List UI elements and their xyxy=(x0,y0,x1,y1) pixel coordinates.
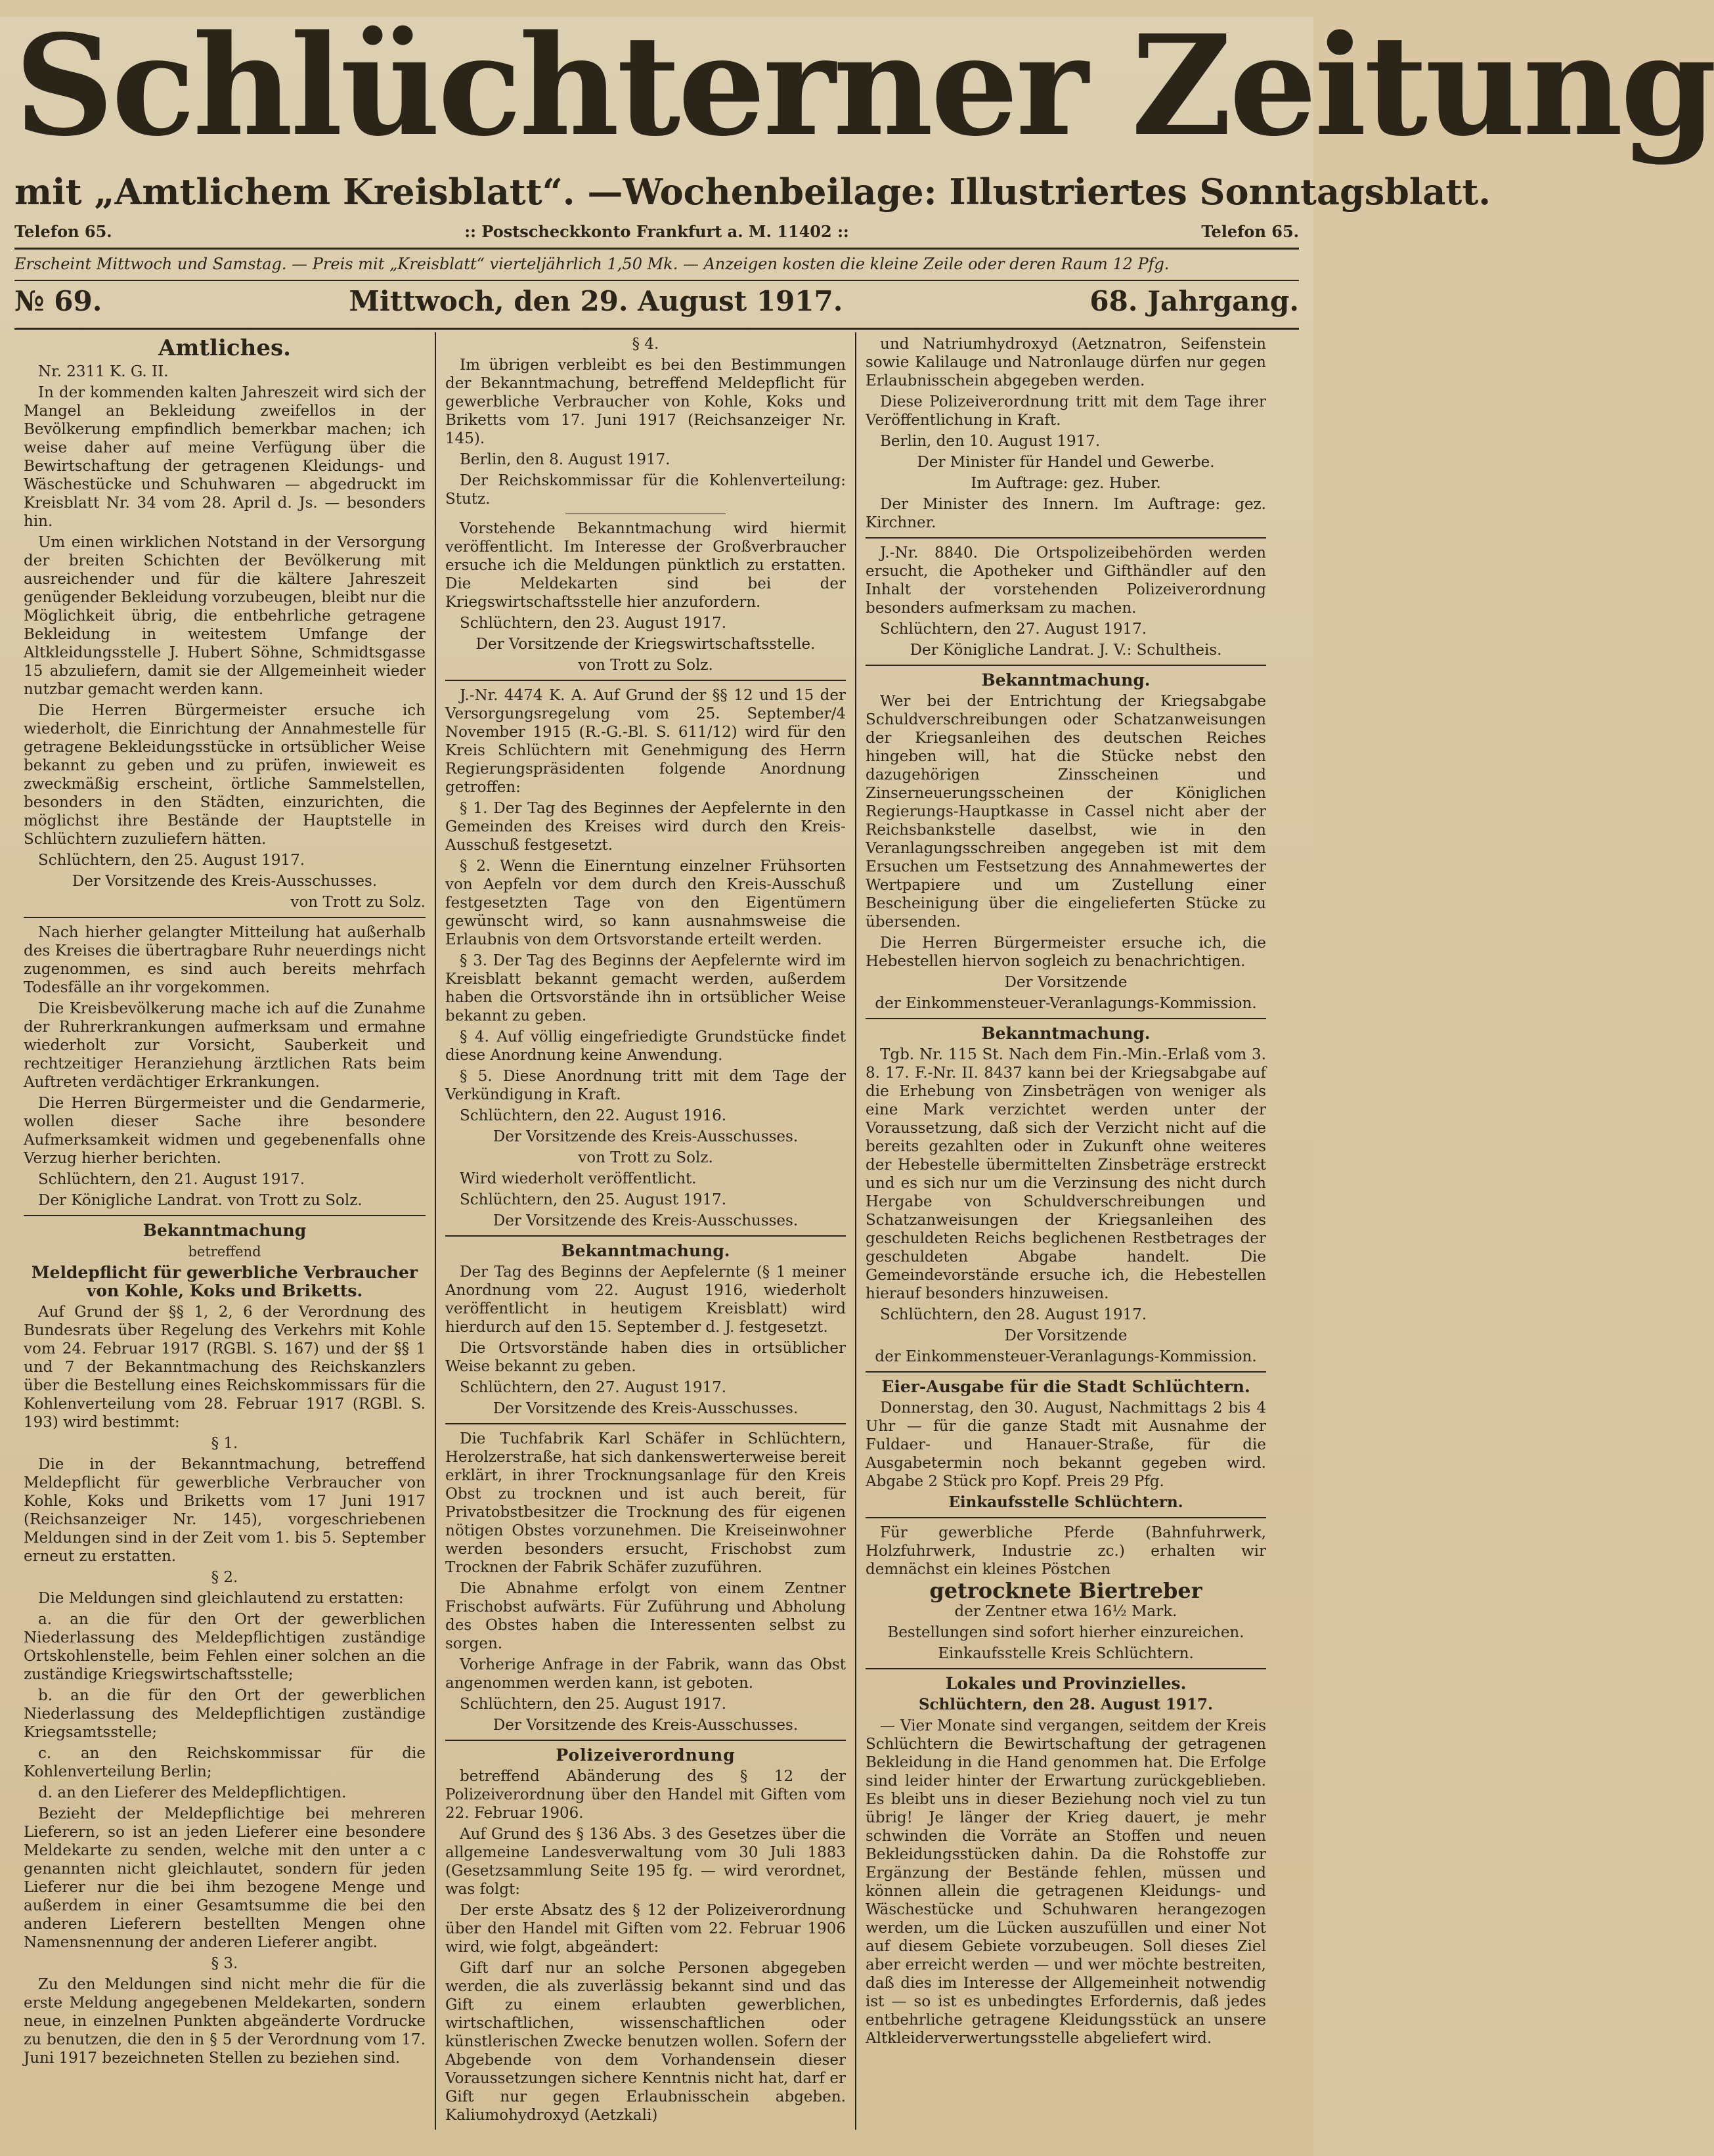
issue-number: № 69. xyxy=(14,285,102,317)
signature: Der Vorsitzende des Kreis-Ausschusses. xyxy=(493,1717,799,1734)
paragraph: betreffend Abänderung des § 12 der Polizeiverordnung über den Handel mit Giften vom 22. Februar 1906. xyxy=(445,1768,846,1822)
column-1 xyxy=(14,332,435,2130)
paragraph: Vorstehende Bekanntmachung wird hiermit veröffentlicht. Im Interesse der Großverbraucher ersuche ich die Meldungen pünktlich zu erstatten. Die Meldekarten sind bei der Kriegswirtschaftsstelle hier anzufordern. xyxy=(445,520,846,611)
divider xyxy=(866,1371,1266,1373)
divider xyxy=(445,1423,846,1424)
paragraph: Donnerstag, den 30. August, Nachmittags 2 bis 4 Uhr — für die ganze Stadt mit Ausnahme der Fuldaer- und Hanauer-Straße, für die Ausgabetermin noch bekannt gegeben wird. Abgabe 2 Stück pro Kopf. Preis 29 Pfg. xyxy=(866,1399,1266,1490)
paragraph: Wer bei der Entrichtung der Kriegsabgabe Schuldverschreibungen oder Schatzanweisungen der Kriegsanleihen des deutschen Reiches hingeben will, hat die Stücke nebst den dazugehörigen Zinsscheinen und Zinserneuerungsscheinen der Königlichen Regierungs-Hauptkasse in Cassel nicht aber der Reichsbankstelle daselbst, wie in den Veranlagungsschreiben angegeben ist mit dem Ersuchen um Festsetzung des Annahmewertes der Wertpapiere und um Zustellung einer Bescheinigung über die eingelieferten Stücke zu übersenden. xyxy=(866,693,1266,931)
divider xyxy=(24,1215,426,1216)
subtitle-right: Wochenbeilage: Illustriertes Sonntagsblatt. xyxy=(623,171,1491,213)
divider xyxy=(445,1235,846,1237)
masthead-subline xyxy=(14,171,1491,213)
subtitle-left: mit „Amtlichem Kreisblatt“. — xyxy=(14,171,623,213)
signature: Der Königliche Landrat. J. V.: Schultheis. xyxy=(910,642,1222,659)
list-item: b. an die für den Ort der gewerblichen Niederlassung des Meldepflichtigen zuständige Kriegsamtsstelle; xyxy=(24,1687,426,1741)
paragraph: Für gewerbliche Pferde (Bahnfuhrwerk, Holzfuhrwerk, Industrie zc.) erhalten wir demnächst ein kleines Pöstchen xyxy=(866,1524,1266,1578)
notice-heading: Bekanntmachung. xyxy=(981,671,1151,690)
signature-name: von Trott zu Solz. xyxy=(578,1149,713,1166)
dateline-text: Schlüchtern, den 23. August 1917. xyxy=(460,615,727,632)
signature-name: von Trott zu Solz. xyxy=(290,894,426,911)
divider xyxy=(866,665,1266,666)
paragraph: Der erste Absatz des § 12 der Polizeiverordnung über den Handel mit Giften vom 22. Februar 1906 wird, wie folgt, abgeändert: xyxy=(445,1902,846,1956)
column-2 xyxy=(435,332,855,2130)
dateline-text: Schlüchtern, den 25. August 1917. xyxy=(460,1191,727,1208)
signature: Der Vorsitzende des Kreis-Ausschusses. xyxy=(72,873,378,890)
paragraph: Die Herren Bürgermeister ersuche ich, die Hebestellen hiervon sogleich zu benachrichtigen. xyxy=(866,935,1266,970)
notice-heading: Bekanntmachung. xyxy=(981,1024,1151,1043)
section-mark: § 2. xyxy=(211,1569,238,1586)
signature: der Einkommensteuer-Veranlagungs-Kommission. xyxy=(875,1348,1257,1365)
dateline-text: Schlüchtern, den 22. August 1916. xyxy=(460,1107,727,1124)
columns xyxy=(14,332,1299,2130)
dateline-text: Berlin, den 8. August 1917. xyxy=(460,451,670,468)
signature: Der Vorsitzende der Kriegswirtschaftsstelle. xyxy=(475,636,816,653)
signature: Der Vorsitzende des Kreis-Ausschusses. xyxy=(493,1128,799,1145)
dateline-text: Berlin, den 10. August 1917. xyxy=(880,433,1101,450)
masthead-title: Schlüchterner Zeitung xyxy=(14,5,1714,167)
ad-price: der Zentner etwa 16½ Mark. xyxy=(954,1603,1177,1620)
paragraph: Der Tag des Beginns der Aepfelernte (§ 1 meiner Anordnung vom 22. August 1916, wiederholt veröffentlicht in heutigem Kreisblatt) wird hierdurch auf den 15. September d. J. festgesetzt. xyxy=(445,1264,846,1336)
paragraph: Um einen wirklichen Notstand in der Versorgung der breiten Schichten der Bevölkerung mit ausreichender und für die kältere Jahreszeit genügender Bekleidung vorzubeugen, bleibt nur die Möglichkeit übrig, die entbehrliche getragene Bekleidung in weitestem Umfange der Altkleidungsstelle J. Hubert Söhne, Schmidtsgasse 15 abzuliefern, damit sie der Allgemeinheit wieder nutzbar gemacht werden kann. xyxy=(24,534,426,698)
paragraph: In der kommenden kalten Jahreszeit wird sich der Mangel an Bekleidung zweifellos in der Bevölkerung empfindlich bemerkbar machen; ich weise daher auf meine Verfügung über die Bewirtschaftung der getragenen Kleidungs- und Wäschestücke und Schuhwaren — abgedruckt im Kreisblatt Nr. 34 vom 28. April d. Js. — besonders hin. xyxy=(24,384,426,530)
paragraph: Gift darf nur an solche Personen abgegeben werden, die als zuverlässig bekannt sind und das Gift zu einem erlaubten gewerblichen, wirtschaftlichen, wissenschaftlichen oder künstlerischen Zwecke benutzen wollen. Sofern der Abgebende von dem Vorhandensein dieser Voraussetzungen sichere Kenntnis nicht hat, darf er Gift nur gegen Erlaubnisschein abgeben. Kaliumohydroxyd (Aetzkali) xyxy=(445,1960,846,2124)
volume-year: 68. Jahrgang. xyxy=(1089,285,1299,317)
paragraph: § 4. Auf völlig eingefriedigte Grundstücke findet diese Anordnung keine Anwendung. xyxy=(445,1028,846,1064)
paragraph: Die Herren Bürgermeister und die Gendarmerie, wollen dieser Sache ihre besondere Aufmerksamkeit widmen und gegebenenfalls ohne Verzug hierher berichten. xyxy=(24,1095,426,1167)
paragraph: Die Tuchfabrik Karl Schäfer in Schlüchtern, Herolzerstraße, hat sich dankenswerterweise bereit erklärt, in ihrer Trocknungsanlage für den Kreis Obst zu trocknen und ist auch bereit, für Privatobstbesitzer die Trocknung des für eigenen nötigen Obstes vorzunehmen. Die Kreiseinwohner werden besonders ersucht, Frischobst zum Trocknen der Fabrik Schäfer zuzuführen. xyxy=(445,1430,846,1576)
dateline-text: Schlüchtern, den 25. August 1917. xyxy=(38,852,305,869)
paragraph: Auf Grund der §§ 1, 2, 6 der Verordnung des Bundesrats über Regelung des Verkehrs mit Kohle vom 24. Februar 1917 (RGBl. S. 167) und der §§ 1 und 7 der Bekanntmachung des Reichskanzlers über die Bestellung eines Reichskommissars für die Kohlenverteilung vom 28. Februar 1917 (RGBl. S. 193) wird bestimmt: xyxy=(24,1304,426,1431)
paragraph: Tgb. Nr. 115 St. Nach dem Fin.-Min.-Erlaß vom 3. 8. 17. F.-Nr. II. 8437 kann bei der Kriegsabgabe auf die Erhebung von Zinsbeträgen von weniger als eine Mark verzichtet werden unter der Voraussetzung, daß sich der Verzicht nicht auf die bereits gezahlten oder in Zukunft ohne weiteres der Hebestelle übermittelten Zinsbeträge erstreckt und es sich nur um die Verzinsung des nicht durch Hergabe von Schuldverschreibungen und Schatzanweisungen der Kriegsanleihen des geschuldeten Reichs beglichenen Restbetrages der geschuldeten Abgabe handelt. Die Gemeindevorstände ersuche ich, die Hebestellen hierauf besonders hinzuweisen. xyxy=(866,1046,1266,1302)
divider xyxy=(445,680,846,681)
paragraph: Die Ortsvorstände haben dies in ortsüblicher Weise bekannt zu geben. xyxy=(445,1340,846,1375)
divider xyxy=(866,1517,1266,1518)
signature: Der Vorsitzende xyxy=(1004,974,1128,991)
signature: Der Vorsitzende xyxy=(1004,1327,1128,1344)
column-3 xyxy=(855,332,1275,2130)
dateline-text: Schlüchtern, den 27. August 1917. xyxy=(460,1379,727,1396)
signature: Der Vorsitzende des Kreis-Ausschusses. xyxy=(493,1400,799,1417)
paragraph: — Vier Monate sind vergangen, seitdem der Kreis Schlüchtern die Bewirtschaftung der getragenen Bekleidung in die Hand genommen hat. Die Erfolge sind leider hinter der Erwartung zurückgeblieben. Es bleibt uns in dieser Beziehung noch viel zu tun übrig! Je länger der Krieg dauert, je mehr schwinden die Vorräte an Stoffen und neuen Bekleidungsstücken dahin. Da die Rohstoffe zur Ergänzung der Bestände fehlen, müssen und können allein die getragenen Kleidungs- und Wäschestücke und Schuhwaren herangezogen werden, um die Lücken auszufüllen und einer Not auf diesem Gebiete vorzubeugen. Soll dieses Ziel aber erreicht werden — und wer möchte bestreiten, daß dies im Interesse der Allgemeinheit notwendig ist — so ist es unbedingtes Erfordernis, daß jedes entbehrliche getragene Kleidungsstück an unsere Altkleiderverwertungsstelle abgeliefert wird. xyxy=(866,1717,1266,2047)
telefon-left: Telefon 65. xyxy=(14,222,112,241)
list-item: d. an den Lieferer des Meldepflichtigen. xyxy=(38,1784,347,1801)
notice-sub: betreffend xyxy=(188,1244,261,1260)
dateline-text: Schlüchtern, den 28. August 1917. xyxy=(880,1306,1147,1323)
list-item: a. an die für den Ort der gewerblichen Niederlassung des Meldepflichtigen zuständige Ortskohlenstelle, beim Fehlen einer solchen an die zuständige Kriegswirtschaftsstelle; xyxy=(24,1611,426,1683)
signature: Der Minister des Innern. Im Auftrage: gez. Kirchner. xyxy=(866,496,1266,531)
postscheck: :: Postscheckkonto Frankfurt a. M. 11402 :: xyxy=(464,222,849,241)
signature: Im Auftrage: gez. Huber. xyxy=(971,475,1161,492)
signature: Einkaufsstelle Schlüchtern. xyxy=(948,1493,1183,1511)
signature: Der Vorsitzende des Kreis-Ausschusses. xyxy=(493,1212,799,1229)
paragraph: Zu den Meldungen sind nicht mehr die für die erste Meldung angegebenen Meldekarten, sondern neue, in einzelnen Punkten abgeänderte Vordrucke zu benutzen, die den in § 5 der Verordnung vom 17. Juni 1917 bezeichneten Stellen zu beziehen sind. xyxy=(24,1976,426,2067)
signature: der Einkommensteuer-Veranlagungs-Kommission. xyxy=(875,995,1257,1012)
signature-name: von Trott zu Solz. xyxy=(578,657,713,674)
section-mark: § 1. xyxy=(211,1435,238,1452)
dateline-text: Schlüchtern, den 28. August 1917. xyxy=(918,1696,1214,1713)
paragraph: § 2. Wenn die Einerntung einzelner Frühsorten von Aepfeln vor dem durch den Kreis-Ausschuß festgesetzten Tage von den Eigentümern gewünscht wird, so kann ausnahmsweise die Erlaubnis von dem Ortsvorstande erteilt werden. xyxy=(445,858,846,948)
signature: Der Reichskommissar für die Kohlenverteilung: Stutz. xyxy=(445,472,846,508)
ref-number: Nr. 2311 K. G. II. xyxy=(38,363,169,380)
paragraph: Die in der Bekanntmachung, betreffend Meldepflicht für gewerbliche Verbraucher von Kohle, Koks und Briketts vom 17 Juni 1917 (Reichsanzeiger Nr. 145), vorgeschriebenen Meldungen sind in der Zeit vom 1. bis 5. September erneut zu erstatten. xyxy=(24,1456,426,1565)
paragraph: Die Kreisbevölkerung mache ich auf die Zunahme der Ruhrerkrankungen aufmerksam und ermahne wiederholt zur Vorsicht, Sauberkeit und rechtzeitiger Heranziehung ärztlichen Rats beim Auftreten verdächtiger Erkrankungen. xyxy=(24,1000,426,1091)
notice-title: Meldepflicht für gewerbliche Verbraucher von Kohle, Koks und Briketts. xyxy=(31,1263,418,1300)
newspaper-page xyxy=(0,5,1714,2156)
paragraph: und Natriumhydroxyd (Aetznatron, Seifenstein sowie Kalilauge und Natronlauge dürfen nur gegen Erlaubnisschein abgegeben werden. xyxy=(866,336,1266,389)
dateline-text: Schlüchtern, den 21. August 1917. xyxy=(38,1171,305,1188)
paragraph: Nach hierher gelangter Mitteilung hat außerhalb des Kreises die übertragbare Ruhr neuerdings nicht zugenommen, es sind auch bereits mehrfach Todesfälle an ihr vorgekommen. xyxy=(24,924,426,996)
paragraph: Die Herren Bürgermeister ersuche ich wiederholt, die Einrichtung der Annahmestelle für getragene Bekleidungsstücke in ortsüblicher Weise bekannt zu geben und zu prüfen, inwieweit es zweckmäßig erscheint, örtliche Sammelstellen, besonders in den Städten, einzurichten, die möglichst ihre Bestände der Hauptstelle in Schlüchtern zuzuliefern hätten. xyxy=(24,702,426,848)
paragraph: J.-Nr. 4474 K. A. Auf Grund der §§ 12 und 15 der Versorgungsregelung vom 25. September/4 November 1915 (R.-G.-Bl. S. 611/12) wird für den Kreis Schlüchtern mit Genehmigung des Herrn Regierungspräsidenten folgende Anordnung getroffen: xyxy=(445,687,846,796)
dateline-text: Schlüchtern, den 27. August 1917. xyxy=(880,621,1147,638)
signature: Der Königliche Landrat. von Trott zu Solz. xyxy=(38,1192,363,1209)
signature: Einkaufsstelle Kreis Schlüchtern. xyxy=(938,1645,1194,1662)
paragraph: J.-Nr. 8840. Die Ortspolizeibehörden werden ersucht, die Apotheker und Gifthändler auf den Inhalt der vorstehenden Polizeiverordnung besonders aufmerksam zu machen. xyxy=(866,544,1266,617)
paragraph: Im übrigen verbleibt es bei den Bestimmungen der Bekanntmachung, betreffend Meldepflicht für gewerbliche Verbraucher von Kohle, Koks und Briketts vom 17. Juni 1917 (Reichsanzeiger Nr. 145). xyxy=(445,357,846,447)
notice-heading: Eier-Ausgabe für die Stadt Schlüchtern. xyxy=(881,1377,1250,1396)
paragraph: Diese Polizeiverordnung tritt mit dem Tage ihrer Veröffentlichung in Kraft. xyxy=(866,393,1266,429)
ad-note: Bestellungen sind sofort hierher einzureichen. xyxy=(887,1624,1244,1641)
paragraph: § 1. Der Tag des Beginnes der Aepfelernte in den Gemeinden des Kreises wird durch den Kreis-Ausschuß festgesetzt. xyxy=(445,800,846,854)
dateline xyxy=(14,281,1299,321)
section-heading: Amtliches. xyxy=(158,335,291,361)
section-mark: § 4. xyxy=(632,336,659,353)
divider xyxy=(866,1018,1266,1019)
paragraph: Auf Grund des § 136 Abs. 3 des Gesetzes über die allgemeine Landesverwaltung vom 30 Juli 1883 (Gesetzsammlung Seite 195 fg. — wird verordnet, was folgt: xyxy=(445,1826,846,1898)
issue-date: Mittwoch, den 29. August 1917. xyxy=(349,285,843,317)
divider xyxy=(866,537,1266,539)
divider xyxy=(14,328,1299,330)
paragraph: § 5. Diese Anordnung tritt mit dem Tage der Verkündigung in Kraft. xyxy=(445,1068,846,1103)
telefon-right: Telefon 65. xyxy=(1201,222,1299,241)
ad-headline: getrocknete Biertreber xyxy=(929,1578,1202,1603)
notice-heading: Polizeiverordnung xyxy=(556,1746,736,1765)
section-mark: § 3. xyxy=(211,1955,238,1972)
paragraph: Die Meldungen sind gleichlautend zu erstatten: xyxy=(38,1590,404,1607)
paragraph: Vorherige Anfrage in der Fabrik, wann das Obst angenommen werden kann, ist geboten. xyxy=(445,1656,846,1692)
paragraph: Die Abnahme erfolgt von einem Zentner Frischobst aufwärts. Für Zuführung und Abholung des Obstes haben die Interessenten selbst zu sorgen. xyxy=(445,1580,846,1652)
divider xyxy=(866,1668,1266,1669)
paragraph: § 3. Der Tag des Beginns der Aepfelernte wird im Kreisblatt bekannt gemacht werden, außerdem haben die Ortsvorstände ihn in ortsüblicher Weise bekannt zu geben. xyxy=(445,952,846,1024)
publication-info: Erscheint Mittwoch und Samstag. — Preis mit „Kreisblatt“ vierteljährlich 1,50 Mk. — Anzeigen kosten die kleine Zeile oder deren Raum 12 Pfg. xyxy=(14,255,1170,273)
paragraph: Wird wiederholt veröffentlicht. xyxy=(460,1170,697,1187)
list-item: c. an den Reichskommissar für die Kohlenverteilung Berlin; xyxy=(24,1745,426,1780)
notice-heading: Bekanntmachung. xyxy=(561,1241,730,1260)
dateline-text: Schlüchtern, den 25. August 1917. xyxy=(460,1696,727,1713)
notice-heading: Bekanntmachung xyxy=(143,1221,307,1240)
signature: Der Minister für Handel und Gewerbe. xyxy=(917,454,1215,471)
contact-line xyxy=(14,222,1299,241)
paragraph: Bezieht der Meldepflichtige bei mehreren Lieferern, so ist an jeden Lieferer eine besondere Meldekarte zu senden, welche mit den unter a c genannten nicht gleichlautet, sondern für jeden Lieferer nur die bei ihm bezogene Menge und außerdem in einer Gesamtsumme die bei den anderen Lieferern bestellten Mengen ohne Namensnennung der anderen Lieferer angibt. xyxy=(24,1805,426,1951)
divider xyxy=(24,917,426,918)
divider xyxy=(445,1740,846,1741)
section-heading: Lokales und Provinzielles. xyxy=(945,1674,1187,1693)
